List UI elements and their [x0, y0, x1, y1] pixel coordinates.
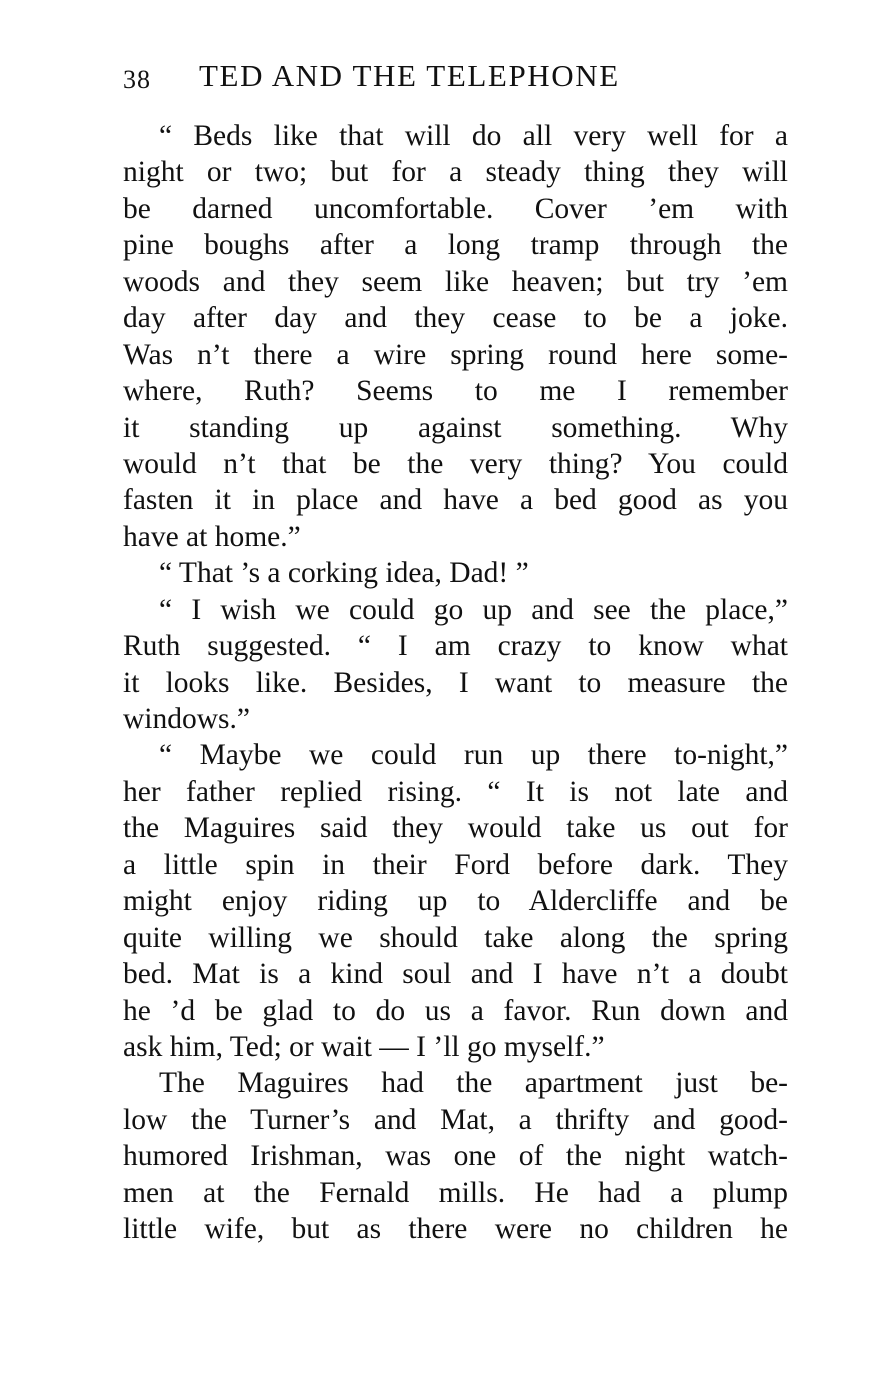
text-line: woods and they seem like heaven; but try ’em: [123, 265, 788, 298]
text-line: “ Beds like that will do all very well for a: [159, 120, 788, 152]
text-line: her father replied rising. “ It is not late and: [123, 775, 788, 808]
text-line: would n’t that be the very thing? You could: [123, 447, 788, 480]
text-line: quite willing we should take along the spring: [123, 921, 788, 954]
text-line: “ I wish we could go up and see the place,”: [159, 593, 788, 626]
page-header: [123, 56, 723, 96]
text-line: humored Irishman, was one of the night watch-: [123, 1140, 788, 1173]
text-line: pine boughs after a long tramp through the: [123, 229, 788, 262]
text-line: have at home.”: [123, 520, 301, 553]
text-line: low the Turner’s and Mat, a thrifty and good-: [123, 1103, 788, 1136]
paragraph: [123, 118, 788, 555]
text-line: windows.”: [123, 703, 251, 735]
text-line: Was n’t there a wire spring round here some-: [123, 338, 788, 371]
paragraph: [123, 737, 788, 1065]
text-line: where, Ruth? Seems to me I remember: [123, 375, 788, 408]
text-line: fasten it in place and have a bed good as you: [123, 484, 788, 517]
text-line: it standing up against something. Why: [123, 411, 788, 444]
text-line: ask him, Ted; or wait — I ’ll go myself.”: [123, 1030, 605, 1063]
text-line: The Maguires had the apartment just be-: [159, 1067, 788, 1100]
paragraph: [123, 555, 788, 591]
text-line: “ Maybe we could run up there to-night,”: [159, 739, 788, 772]
page-number: 38: [123, 65, 151, 94]
text-line: Ruth suggested. “ I am crazy to know what: [123, 630, 788, 663]
running-title: TED AND THE TELEPHONE: [199, 58, 620, 93]
text-line: he ’d be glad to do us a favor. Run down and: [123, 994, 788, 1027]
text-line: the Maguires said they would take us out for: [123, 812, 788, 845]
text-line: night or two; but for a steady thing they will: [123, 156, 788, 189]
text-line: might enjoy riding up to Aldercliffe and be: [123, 885, 788, 918]
text-line: little wife, but as there were no children he: [123, 1213, 788, 1246]
text-line: men at the Fernald mills. He had a plump: [123, 1176, 788, 1209]
text-line: “ That ’s a corking idea, Dad! ”: [159, 557, 529, 590]
text-line: day after day and they cease to be a joke.: [123, 302, 788, 335]
paragraph: [123, 592, 788, 738]
text-line: it looks like. Besides, I want to measure the: [123, 666, 788, 699]
text-line: be darned uncomfortable. Cover ’em with: [123, 192, 788, 225]
text-line: a little spin in their Ford before dark. They: [123, 848, 788, 881]
paragraph: [123, 1065, 788, 1247]
body-text: [123, 118, 788, 1248]
text-line: bed. Mat is a kind soul and I have n’t a doubt: [123, 958, 788, 991]
